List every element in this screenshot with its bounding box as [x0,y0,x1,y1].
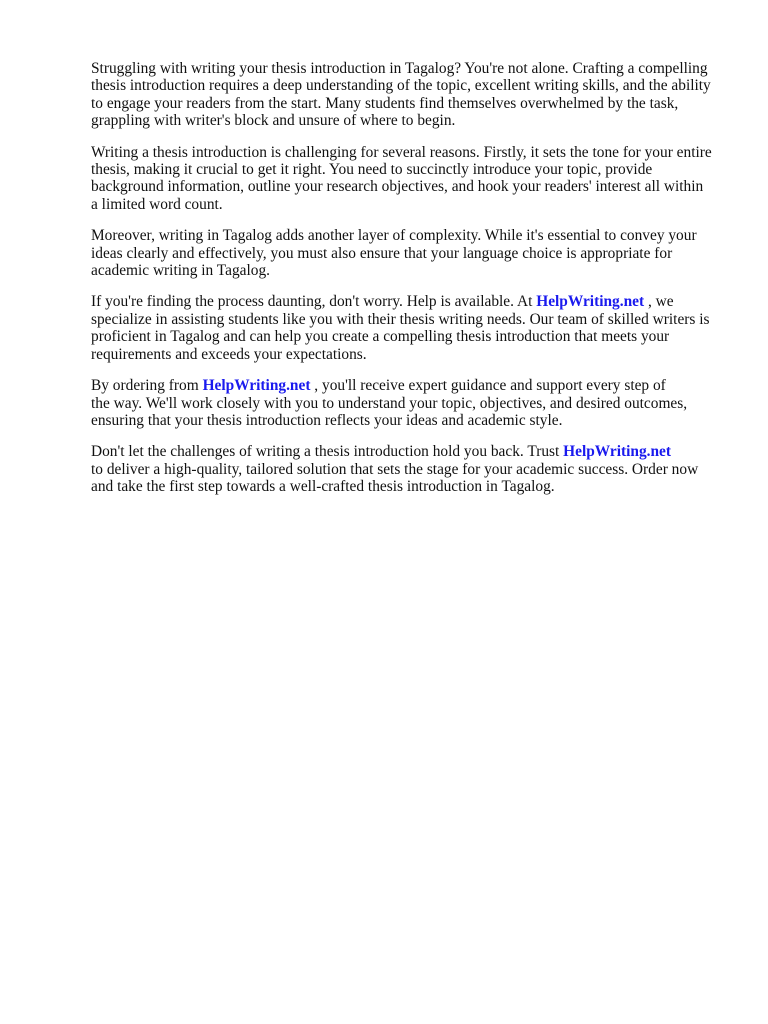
paragraph-challenges: Writing a thesis introduction is challenging for several reasons. Firstly, it sets the tone for your entire thesis, making it crucial to get it right. You need to succinctly introduce your topic, provide background information, outline your research objectives, and hook your readers' interest all within a limited word count. [91,143,712,213]
paragraph-tagalog: Moreover, writing in Tagalog adds another layer of complexity. While it's essential to convey your ideas clearly and effectively, you must also ensure that your language choice is appropriate for academic writing in Tagalog. [91,227,697,280]
paragraph-ordering-text-before: By ordering from [91,377,203,395]
document-body [91,60,723,510]
paragraph-help-text-after: , we specialize in assisting students like you with their thesis writing needs. Our team of skilled writers is proficient in Tagalog and can help you create a compelling thesis introduction that meets your requirements and exceeds your expectations. [91,293,710,363]
paragraph-ordering [91,377,723,429]
paragraph-help [91,293,723,363]
paragraph-closing-text-before: Don't let the challenges of writing a thesis introduction hold you back. Trust [91,443,564,461]
helpwriting-link[interactable]: HelpWriting.net [536,293,645,311]
paragraph-intro: Struggling with writing your thesis introduction in Tagalog? You're not alone. Crafting a compelling thesis introduction requires a deep understanding of the topic, excellent writing skills, and the ability to engage your readers from the start. Many students find themselves overwhelmed by the task, grappling with writer's block and unsure of where to begin. [91,60,711,130]
helpwriting-link[interactable]: HelpWriting.net [202,377,311,395]
helpwriting-link[interactable]: HelpWriting.net [563,443,672,461]
paragraph-ordering-text-after: , you'll receive expert guidance and support every step of the way. We'll work closely with you to understand your topic, objectives, and desired outcomes, ensuring that your thesis introduction reflects your ideas and academic style. [91,377,688,429]
paragraph-closing [91,443,723,495]
paragraph-help-text-before: If you're finding the process daunting, don't worry. Help is available. At [91,293,537,311]
paragraph-closing-text-after: to deliver a high-quality, tailored solution that sets the stage for your academic success. Order now and take the first step towards a well-crafted thesis introduction in Tagalog. [91,460,699,496]
